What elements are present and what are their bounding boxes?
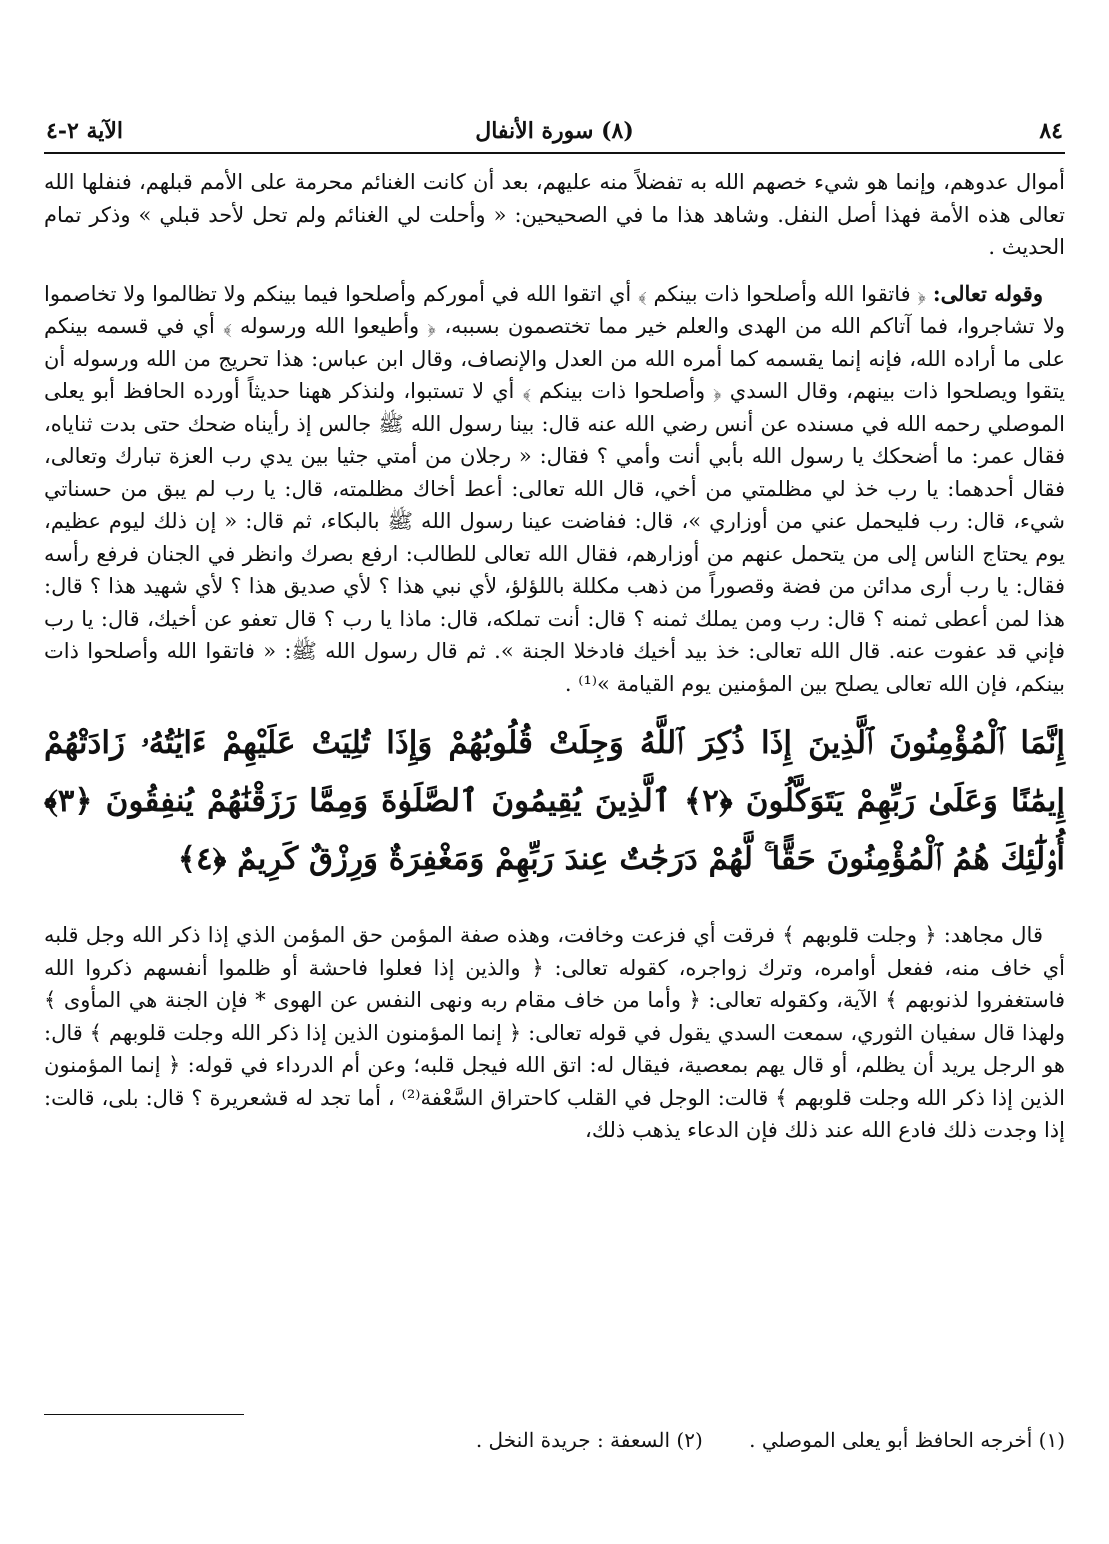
footnotes (44, 1428, 1065, 1452)
paragraph-2-lead: وقوله تعالى: (932, 280, 1043, 306)
page-body (44, 166, 1065, 1147)
book-page (44, 112, 1066, 1452)
paragraph-1: أموال عدوهم، وإنما هو شيء خصهم الله به تفضلاً منه عليهم، بعد أن كانت الغنائم محرمة على الأمم قبلهم، فنفلها الله تعالى هذه الأمة فهذا أصل النفل. وشاهد هذا ما في الصحيحين: « وأحلت لي الغنائم ولم تحل لأحد قبلي » وذكر تمام الحديث . (44, 170, 1065, 259)
paragraph-2-text: ﴿ فاتقوا الله وأصلحوا ذات بينكم ﴾ أي اتقوا الله في أموركم وأصلحوا فيما بينكم ولا تظالموا ولا تخاصموا ولا تشاجروا، فما آتاكم الله من الهدى والعلم خير مما تختصمون بسببه، ﴿ وأطيعوا الله ورسوله ﴾ أي في قسمه بينكم على ما أراده الله، فإنه إنما يقسمه كما أمره الله من العدل والإنصاف، وقال ابن عباس: هذا تحريج من الله ورسوله أن يتقوا ويصلحوا ذات بينهم، وقال السدي ﴿ وأصلحوا ذات بينكم ﴾ أي لا تستبوا، ولنذكر ههنا حديثاً أورده الحافظ أبو يعلى الموصلي رحمه الله في مسنده عن أنس رضي الله عنه قال: بينا رسول الله ﷺ جالس إذ رأيناه ضحك حتى بدت ثناياه، فقال عمر: ما أضحكك يا رسول الله بأبي أنت وأمي ؟ فقال: « رجلان من أمتي جثيا بين يدي رب العزة تبارك وتعالى، فقال أحدهما: يا رب خذ لي مظلمتي من أخي، قال الله تعالى: أعط أخاك مظلمته، قال: يا رب لم يبق من حسناتي شيء، قال: رب فليحمل عني من أوزاري »، قال: ففاضت عينا رسول الله ﷺ بالبكاء، ثم قال: « إن ذلك ليوم عظيم، يوم يحتاج الناس إلى من يتحمل عنهم من أوزارهم، فقال الله تعالى للطالب: ارفع بصرك وانظر في الجنان فرفع رأسه فقال: يا رب أرى مدائن من فضة وقصوراً من ذهب مكللة باللؤلؤ، لأي نبي هذا ؟ لأي صديق هذا ؟ لأي شهيد هذا ؟ قال: هذا لمن أعطى ثمنه ؟ قال: رب ومن يملك ثمنه ؟ قال: أنت تملكه، قال: ماذا يا رب ؟ قال تعفو عن أخيك، قال: يا رب فإني قد عفوت عنه. قال الله تعالى: خذ بيد أخيك فادخلا الجنة ». ثم قال رسول الله ﷺ: « فاتقوا الله وأصلحوا ذات بينكم، فإن الله تعالى يصلح بين المؤمنين يوم القيامة »⁽¹⁾ . (44, 281, 1065, 696)
running-header (44, 112, 1065, 154)
surah-title: (٨) سورة الأنفال (475, 118, 634, 144)
paragraph-3: قال مجاهد: ﴿ وجلت قلوبهم ﴾ فرقت أي فزعت وخافت، وهذه صفة المؤمن حق المؤمن الذي إذا ذكر الله وجل قلبه أي خاف منه، ففعل أوامره، وترك زواجره، كقوله تعالى: ﴿ والذين إذا فعلوا فاحشة أو ظلموا أنفسهم ذكروا الله فاستغفروا لذنوبهم ﴾ الآية، وكقوله تعالى: ﴿ وأما من خاف مقام ربه ونهى النفس عن الهوى * فإن الجنة هي المأوى ﴾ ولهذا قال سفيان الثوري، سمعت السدي يقول في قوله تعالى: ﴿ إنما المؤمنون الذين إذا ذكر الله وجلت قلوبهم ﴾ قال: هو الرجل يريد أن يظلم، أو قال يهم بمعصية، فيقال له: اتق الله فيجل قلبه؛ وعن أم الدرداء في قوله: ﴿ إنما المؤمنون الذين إذا ذكر الله وجلت قلوبهم ﴾ قالت: الوجل في القلب كاحتراق السَّعْفة⁽²⁾ ، أما تجد له قشعريرة ؟ قال: بلى، قالت: إذا وجدت ذلك فادع الله عند ذلك فإن الدعاء يذهب ذلك، (44, 923, 1066, 1142)
page-number: ٨٤ (1039, 118, 1063, 144)
paragraph-2 (44, 278, 1065, 701)
footnote-2: (٢) السعفة : جريدة النخل . (475, 1428, 703, 1452)
footnote-divider (44, 1414, 244, 1415)
ayah-range: الآية ٢-٤ (46, 118, 124, 144)
footnote-1: (١) أخرجه الحافظ أبو يعلى الموصلي . (749, 1428, 1065, 1452)
quran-verses: إِنَّمَا ٱلْمُؤْمِنُونَ ٱلَّذِينَ إِذَا ذُكِرَ ٱللَّهُ وَجِلَتْ قُلُوبُهُمْ وَإِذَا تُلِيَتْ عَلَيْهِمْ ءَايَٰتُهُۥ زَادَتْهُمْ إِيمَٰنًا وَعَلَىٰ رَبِّهِمْ يَتَوَكَّلُونَ ﴿٢﴾ ٱلَّذِينَ يُقِيمُونَ ٱلصَّلَوٰةَ وَمِمَّا رَزَقْنَٰهُمْ يُنفِقُونَ ﴿٣﴾ أُو۟لَٰٓئِكَ هُمُ ٱلْمُؤْمِنُونَ حَقًّا ۚ لَّهُمْ دَرَجَٰتٌ عِندَ رَبِّهِمْ وَمَغْفِرَةٌ وَرِزْقٌ كَرِيمٌ ﴿٤﴾ (44, 725, 1065, 877)
